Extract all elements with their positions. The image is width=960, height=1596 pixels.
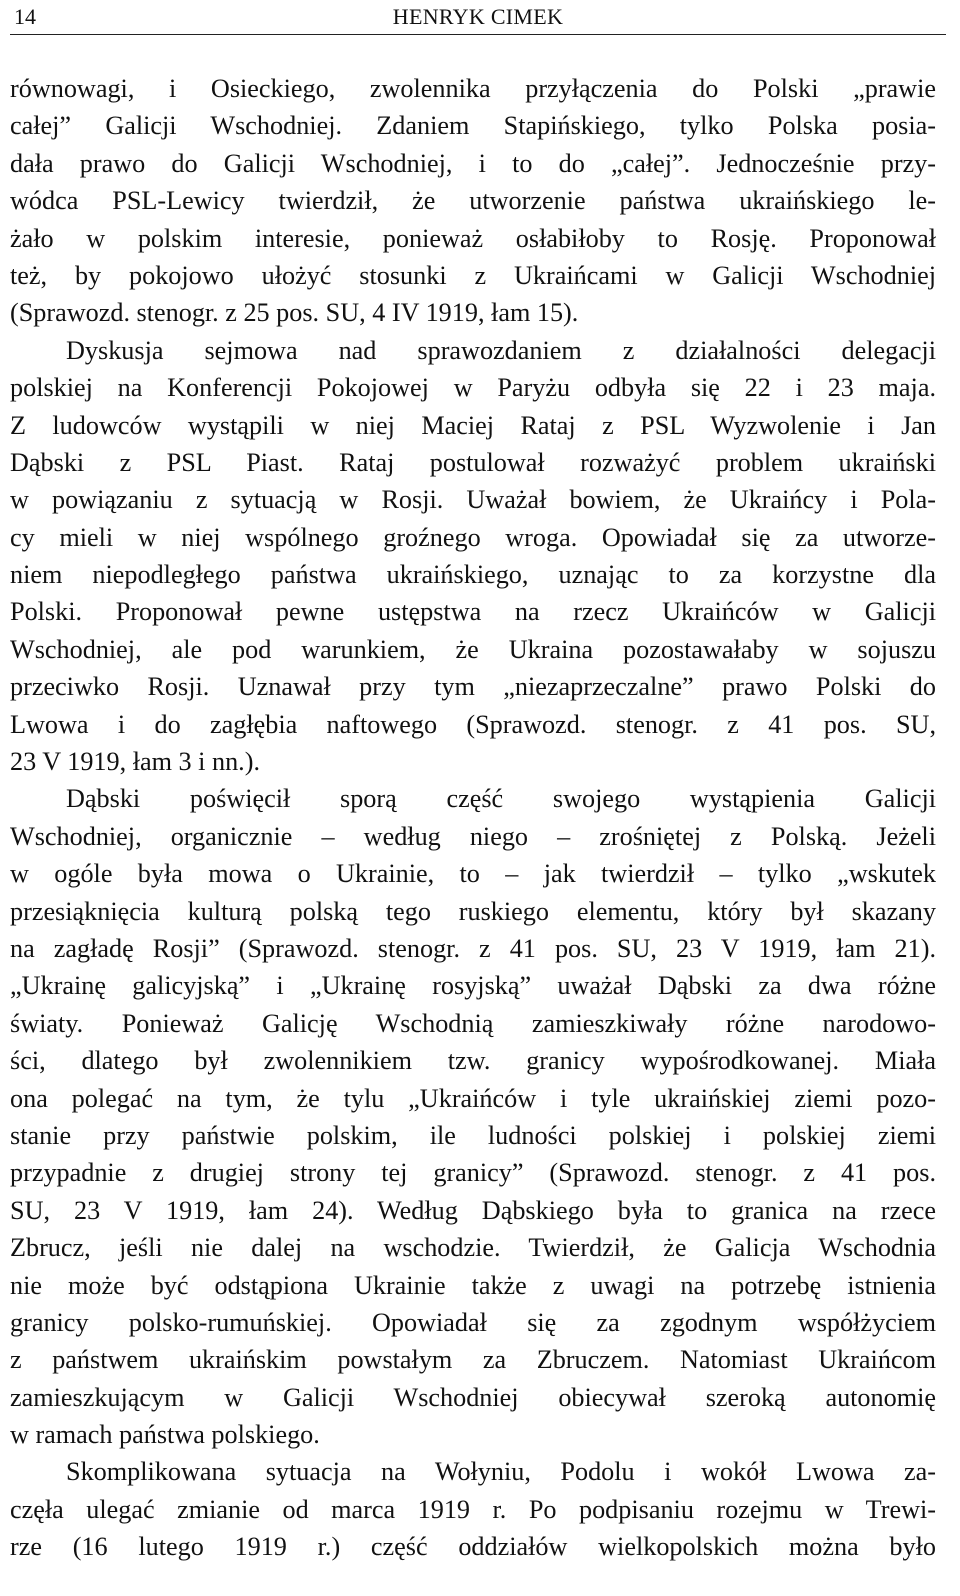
text-line: Dyskusja sejmowa nad sprawozdaniem z działalności delegacji (66, 335, 936, 365)
text-line: przesiąknięcia kulturą polską tego ruskiego elementu, który był skazany (10, 896, 936, 926)
text-line: zamieszkującym w Galicji Wschodniej obiecywał szeroką autonomię (10, 1382, 936, 1412)
text-line: równowagi, i Osieckiego, zwolennika przyłączenia do Polski „prawie (10, 74, 936, 103)
body-text (10, 70, 936, 1566)
text-line: w ramach państwa polskiego. (10, 1420, 320, 1450)
text-line: cy mieli w niej wspólnego groźnego wroga. Opowiadał się za utworze- (10, 522, 936, 552)
text-line: żało w polskim interesie, ponieważ osłabiłoby to Rosję. Proponował (10, 223, 936, 253)
text-line: rze (16 lutego 1919 r.) część oddziałów wielkopolskich można było (10, 1532, 936, 1562)
page-number: 14 (14, 4, 36, 29)
text-line: (Sprawozd. stenogr. z 25 pos. SU, 4 IV 1919, łam 15). (10, 298, 579, 328)
text-line: w powiązaniu z sytuacją w Rosji. Uważał bowiem, że Ukraińcy i Pola- (10, 485, 936, 515)
text-line: stanie przy państwie polskim, ile ludności polskiej i polskiej ziemi (10, 1120, 936, 1150)
text-line: też, by pokojowo ułożyć stosunki z Ukraińcami w Galicji Wschodniej (10, 260, 936, 290)
text-line: Zbrucz, jeśli nie dalej na wschodzie. Twierdził, że Galicja Wschodnia (10, 1233, 936, 1263)
text-line: częła ulegać zmianie od marca 1919 r. Po podpisaniu rozejmu w Trewi- (10, 1494, 936, 1524)
text-line: polskiej na Konferencji Pokojowej w Paryżu odbyła się 22 i 23 maja. (10, 373, 936, 403)
text-line: z państwem ukraińskim powstałym za Zbruczem. Natomiast Ukraińcom (10, 1345, 936, 1375)
text-line: przypadnie z drugiej strony tej granicy” (Sprawozd. stenogr. z 41 pos. (10, 1158, 936, 1188)
text-line: SU, 23 V 1919, łam 24). Według Dąbskiego była to granica na rzece (10, 1195, 936, 1225)
text-line: nie może być odstąpiona Ukrainie także z uwagi na potrzebę istnienia (10, 1270, 936, 1300)
text-line: w ogóle była mowa o Ukrainie, to – jak twierdził – tylko „wskutek (10, 859, 936, 889)
text-line: na zagładę Rosji” (Sprawozd. stenogr. z 41 pos. SU, 23 V 1919, łam 21). (10, 933, 936, 963)
text-line: Wschodniej, organicznie – według niego – zrośniętej z Polską. Jeżeli (10, 821, 936, 851)
text-line: 23 V 1919, łam 3 i nn.). (10, 747, 260, 777)
text-line: wódca PSL-Lewicy twierdził, że utworzenie państwa ukraińskiego le- (10, 186, 936, 216)
text-line: Skomplikowana sytuacja na Wołyniu, Podolu i wokół Lwowa za- (66, 1457, 936, 1487)
running-head-author: HENRYK CIMEK (392, 4, 564, 29)
text-line: Lwowa i do zagłębia naftowego (Sprawozd. stenogr. z 41 pos. SU, (10, 709, 936, 739)
text-line: całej” Galicji Wschodniej. Zdaniem Stapińskiego, tylko Polska posia- (10, 111, 936, 141)
text-line: ona polegać na tym, że tylu „Ukraińców i tyle ukraińskiej ziemi pozo- (10, 1083, 936, 1113)
text-line: Dąbski poświęcił sporą część swojego wystąpienia Galicji (66, 784, 936, 814)
text-line: dała prawo do Galicji Wschodniej, i to do „całej”. Jednocześnie przy- (10, 148, 936, 178)
text-line: granicy polsko-rumuńskiej. Opowiadał się za zgodnym współżyciem (10, 1307, 936, 1337)
text-line: Z ludowców wystąpili w niej Maciej Rataj z PSL Wyzwolenie i Jan (10, 410, 936, 440)
text-line: Polski. Proponował pewne ustępstwa na rzecz Ukraińców w Galicji (10, 597, 936, 627)
text-line: „Ukrainę galicyjską” i „Ukrainę rosyjską” uważał Dąbski za dwa różne (10, 971, 936, 1001)
text-line: niem niepodległego państwa ukraińskiego, uznając to za korzystne dla (10, 560, 936, 590)
text-line: światy. Ponieważ Galicję Wschodnią zamieszkiwały różne narodowo- (10, 1008, 936, 1038)
text-line: Wschodniej, ale pod warunkiem, że Ukraina pozostawałaby w sojuszu (10, 634, 936, 664)
text-line: przeciwko Rosji. Uznawał przy tym „niezaprzeczalne” prawo Polski do (10, 672, 936, 702)
text-line: Dąbski z PSL Piast. Rataj postulował rozważyć problem ukraiński (10, 447, 936, 477)
page-header (10, 0, 946, 35)
text-line: ści, dlatego był zwolennikiem tzw. granicy wypośrodkowanej. Miała (10, 1046, 936, 1076)
